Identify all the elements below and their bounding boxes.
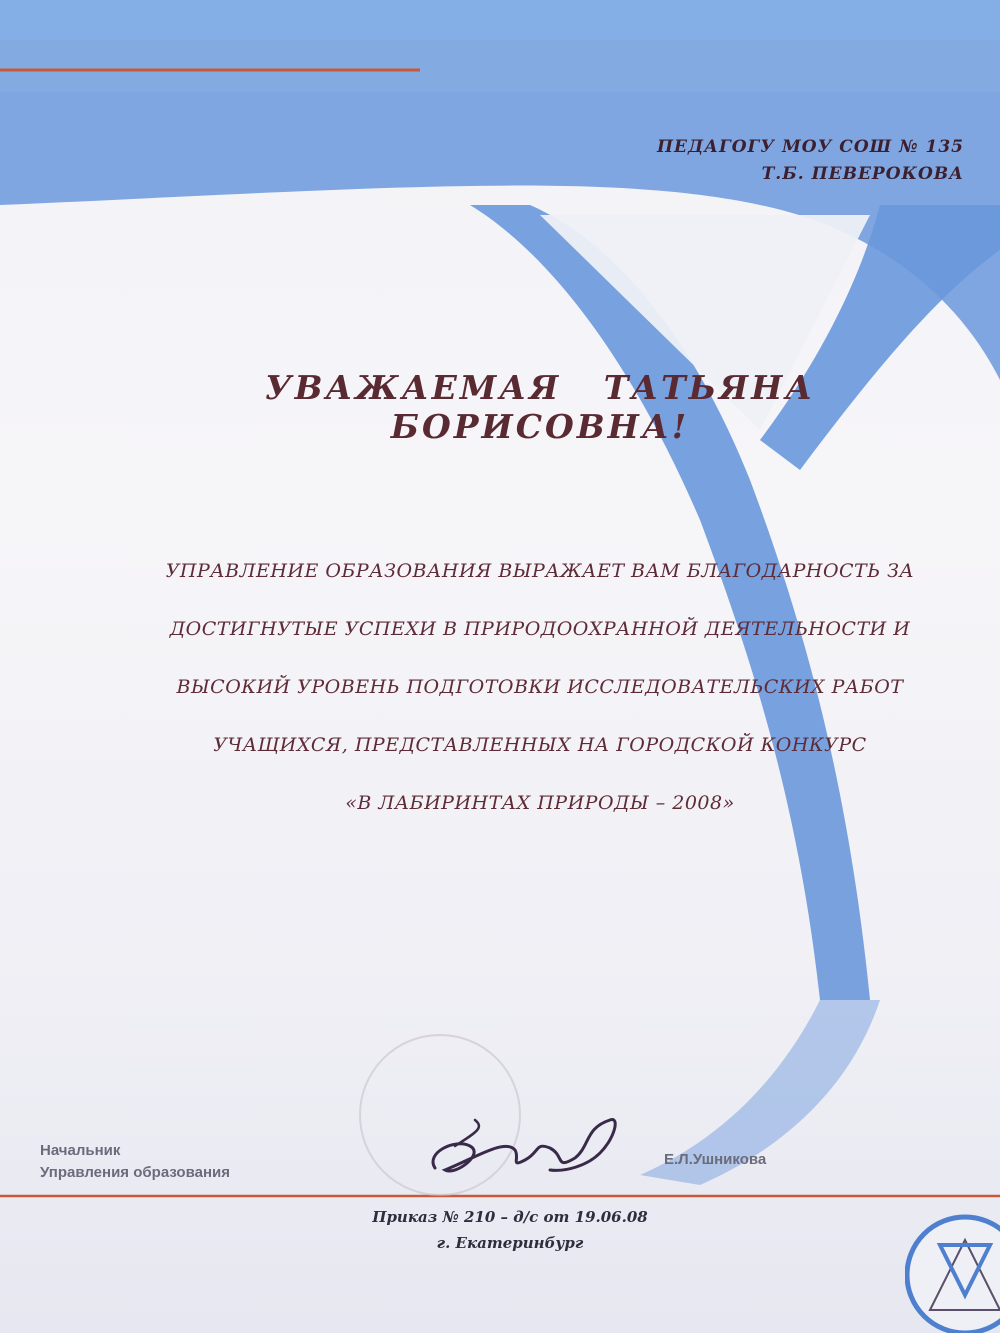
signer-title [40,1140,230,1184]
order-number: Приказ № 210 – д/с от 19.06.08 [372,1208,648,1226]
city: г. Екатеринбург [436,1234,584,1252]
recipient-line-1: ПЕДАГОГУ МОУ СОШ № 135 [656,137,964,157]
recipient-block [657,134,964,188]
salutation: УВАЖАЕМАЯ ТАТЬЯНА БОРИСОВНА! [264,368,816,446]
signer-title-line-1: Начальник [40,1142,121,1159]
recipient-line-2: Т.Б. ПЕВЕРОКОВА [761,164,964,184]
body-text [100,542,980,832]
signer-title-line-2: Управления образования [40,1164,230,1181]
body-line-5: «В ЛАБИРИНТАХ ПРИРОДЫ – 2008» [345,792,735,814]
signer-name: Е.Л.Ушникова [664,1151,767,1168]
education-emblem-icon [905,1200,1000,1333]
body-line-1: УПРАВЛЕНИЕ ОБРАЗОВАНИЯ ВЫРАЖАЕТ ВАМ БЛАГОДАРНОСТЬ ЗА [165,560,915,582]
order-block [300,1204,720,1256]
signature-icon [415,1098,635,1188]
body-line-3: ВЫСОКИЙ УРОВЕНЬ ПОДГОТОВКИ ИССЛЕДОВАТЕЛЬСКИХ РАБОТ [176,676,904,698]
body-line-2: ДОСТИГНУТЫЕ УСПЕХИ В ПРИРОДООХРАННОЙ ДЕЯТЕЛЬНОСТИ И [169,618,911,640]
top-light-band [0,0,1000,40]
body-line-4: УЧАЩИХСЯ, ПРЕДСТАВЛЕННЫХ НА ГОРОДСКОЙ КОНКУРС [213,734,867,756]
